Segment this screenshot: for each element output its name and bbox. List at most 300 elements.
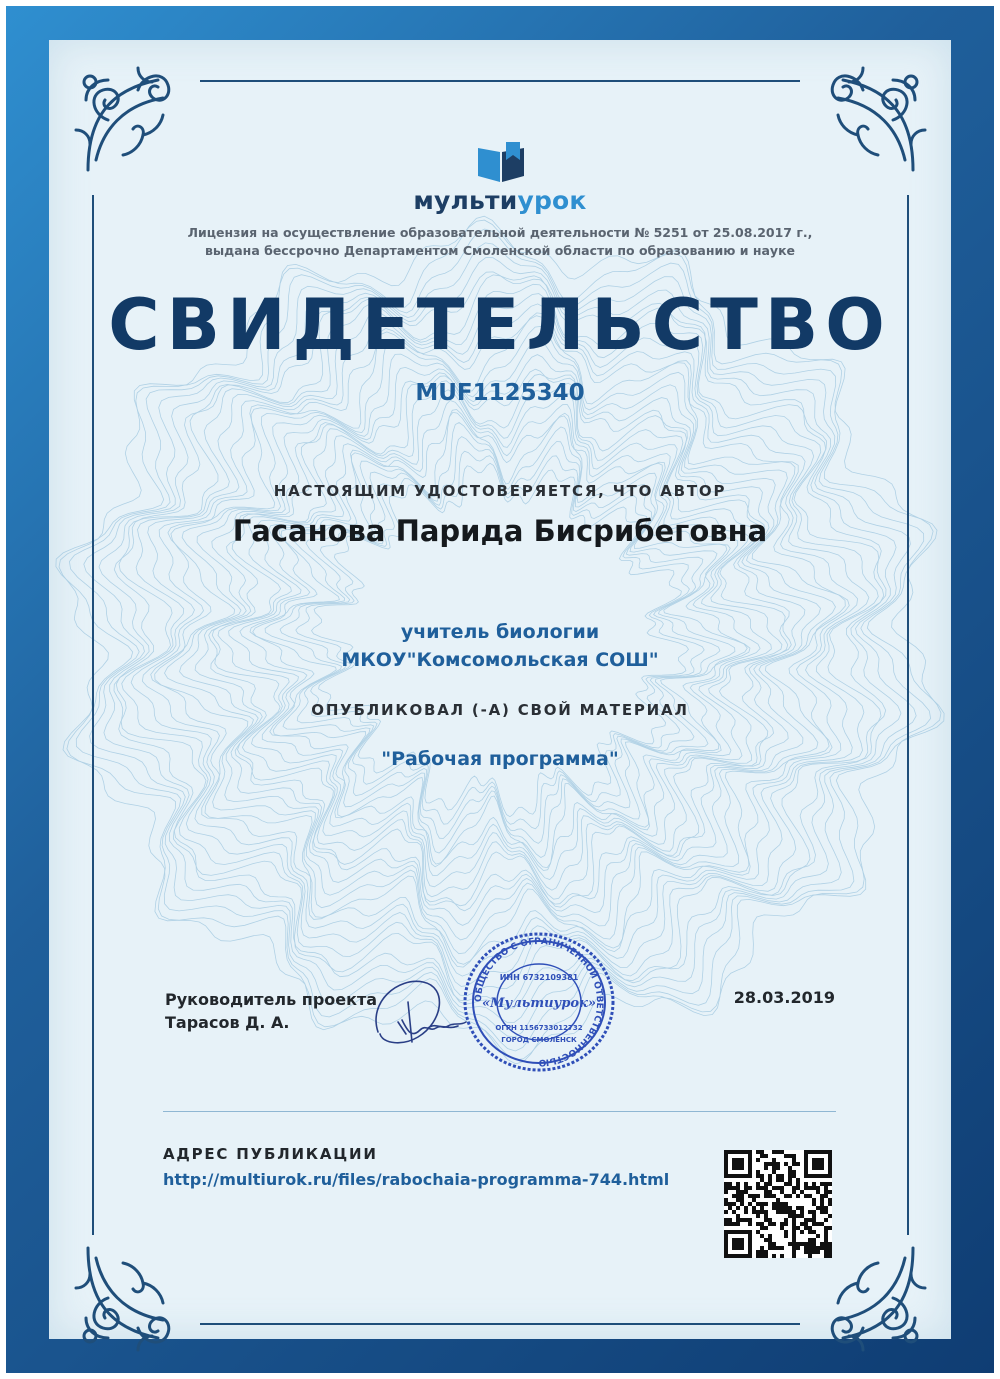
frame-line-left: [92, 195, 94, 1235]
qr-module: [776, 1198, 780, 1202]
qr-module: [780, 1254, 784, 1258]
qr-module: [792, 1230, 796, 1234]
qr-module: [792, 1154, 796, 1158]
qr-module: [816, 1206, 820, 1210]
qr-module: [812, 1218, 816, 1222]
qr-module: [824, 1246, 828, 1250]
qr-module: [828, 1190, 832, 1194]
qr-module: [808, 1238, 812, 1242]
qr-module: [808, 1194, 812, 1198]
qr-module: [752, 1210, 756, 1214]
qr-module: [756, 1150, 760, 1154]
qr-module: [760, 1154, 764, 1158]
qr-module: [788, 1210, 792, 1214]
qr-module: [756, 1254, 760, 1258]
qr-module: [784, 1218, 788, 1222]
qr-module: [764, 1154, 768, 1158]
qr-module: [764, 1254, 768, 1258]
qr-module: [784, 1206, 788, 1210]
qr-module: [736, 1186, 740, 1190]
qr-module: [796, 1162, 800, 1166]
qr-module: [732, 1210, 736, 1214]
qr-module: [768, 1246, 772, 1250]
qr-module: [724, 1198, 728, 1202]
stamp-ogrn: ОГРН 1156733012732: [495, 1024, 583, 1032]
qr-module: [812, 1202, 816, 1206]
stamp-inn: ИНН 6732109381: [499, 973, 579, 982]
qr-module: [788, 1174, 792, 1178]
qr-module: [784, 1194, 788, 1198]
qr-code-icon: [724, 1150, 832, 1258]
qr-module: [756, 1170, 760, 1174]
qr-module: [772, 1222, 776, 1226]
qr-module: [796, 1206, 800, 1210]
qr-module: [820, 1198, 824, 1202]
qr-module: [724, 1150, 752, 1154]
leader-role: Руководитель проекта: [165, 990, 378, 1009]
qr-module: [772, 1162, 776, 1166]
qr-module: [768, 1234, 772, 1238]
qr-module: [740, 1194, 744, 1198]
qr-module: [768, 1162, 772, 1166]
qr-module: [792, 1250, 796, 1254]
qr-module: [796, 1242, 800, 1246]
qr-module: [792, 1170, 796, 1174]
qr-module: [780, 1190, 784, 1194]
qr-module: [824, 1230, 828, 1234]
qr-module: [732, 1222, 736, 1226]
qr-module: [808, 1246, 812, 1250]
qr-module: [812, 1210, 816, 1214]
qr-module: [780, 1174, 784, 1178]
qr-module: [828, 1202, 832, 1206]
qr-module: [820, 1210, 824, 1214]
qr-module: [768, 1182, 772, 1186]
qr-module: [748, 1202, 752, 1206]
qr-module: [804, 1246, 808, 1250]
qr-module: [752, 1198, 756, 1202]
qr-module: [812, 1246, 816, 1250]
qr-module: [736, 1218, 740, 1222]
certificate-title: СВИДЕТЕЛЬСТВО: [108, 284, 892, 366]
qr-module: [764, 1210, 768, 1214]
qr-module: [768, 1218, 772, 1222]
qr-module: [728, 1202, 732, 1206]
qr-module: [788, 1242, 792, 1246]
qr-module: [796, 1194, 800, 1198]
qr-module: [796, 1226, 800, 1230]
qr-module: [724, 1150, 728, 1178]
qr-module: [808, 1242, 812, 1246]
qr-module: [812, 1214, 816, 1218]
qr-module: [748, 1194, 752, 1198]
qr-module: [780, 1226, 784, 1230]
qr-module: [760, 1202, 764, 1206]
qr-module: [760, 1246, 764, 1250]
author-name: Гасанова Парида Бисрибеговна: [232, 514, 768, 548]
qr-module: [744, 1218, 748, 1222]
qr-module: [816, 1234, 820, 1238]
brand-name-part1: мульти: [413, 186, 518, 215]
qr-module: [816, 1222, 820, 1226]
qr-module: [776, 1174, 780, 1178]
qr-module: [768, 1194, 772, 1198]
qr-module: [776, 1150, 780, 1154]
qr-module: [760, 1150, 764, 1154]
license-line-2: выдана бессрочно Департаментом Смоленской области по образованию и науке: [204, 243, 796, 258]
qr-module: [776, 1206, 780, 1210]
qr-module: [784, 1210, 788, 1214]
qr-module: [736, 1194, 740, 1198]
qr-module: [736, 1222, 740, 1226]
qr-module: [756, 1214, 760, 1218]
qr-module: [756, 1250, 760, 1254]
qr-module: [752, 1194, 756, 1198]
qr-module: [816, 1250, 820, 1254]
qr-module: [792, 1222, 796, 1226]
stamp-city: ГОРОД СМОЛЕНСК: [501, 1036, 577, 1044]
qr-module: [812, 1250, 816, 1254]
qr-module: [788, 1166, 792, 1170]
qr-module: [804, 1182, 808, 1186]
qr-module: [764, 1186, 768, 1190]
publication-url[interactable]: http://multiurok.ru/files/rabochaia-programma-744.html: [163, 1170, 670, 1189]
frame-line-bottom: [200, 1323, 800, 1325]
qr-module: [724, 1218, 728, 1222]
section-divider: [163, 1111, 836, 1112]
qr-module: [776, 1166, 780, 1170]
qr-module: [792, 1186, 796, 1190]
qr-module: [768, 1178, 772, 1182]
qr-module: [824, 1218, 828, 1222]
qr-module: [804, 1250, 808, 1254]
qr-module: [800, 1242, 804, 1246]
qr-module: [756, 1186, 760, 1190]
qr-module: [756, 1158, 760, 1162]
qr-module: [816, 1246, 820, 1250]
qr-module: [760, 1178, 764, 1182]
ornament-icon: [803, 60, 933, 190]
qr-module: [776, 1202, 780, 1206]
qr-module: [788, 1206, 792, 1210]
qr-module: [820, 1246, 824, 1250]
qr-module: [800, 1222, 804, 1226]
qr-module: [828, 1150, 832, 1178]
qr-module: [824, 1234, 828, 1238]
qr-module: [828, 1242, 832, 1246]
qr-module: [828, 1226, 832, 1230]
qr-module: [792, 1210, 796, 1214]
qr-module: [724, 1210, 728, 1214]
qr-module: [792, 1214, 796, 1218]
qr-module: [764, 1250, 768, 1254]
qr-module: [824, 1206, 828, 1210]
material-title: "Рабочая программа": [381, 748, 619, 770]
qr-module: [756, 1194, 760, 1198]
qr-module: [792, 1242, 796, 1246]
stamp-center-text: «Мультиурок»: [481, 996, 597, 1011]
qr-module: [780, 1222, 784, 1226]
qr-module: [760, 1186, 764, 1190]
qr-module: [776, 1210, 780, 1214]
license-line-1: Лицензия на осуществление образовательной деятельности № 5251 от 25.08.2017 г.,: [187, 225, 813, 240]
qr-module: [804, 1222, 808, 1226]
qr-module: [744, 1186, 748, 1190]
qr-module: [776, 1186, 780, 1190]
author-position: учитель биологии: [400, 621, 600, 643]
license-text: [160, 224, 840, 260]
qr-module: [760, 1234, 764, 1238]
qr-module: [788, 1182, 792, 1186]
qr-module: [724, 1190, 728, 1194]
qr-module: [776, 1178, 780, 1182]
qr-module: [828, 1254, 832, 1258]
qr-module: [756, 1182, 760, 1186]
qr-module: [764, 1202, 768, 1206]
qr-module: [780, 1186, 784, 1190]
qr-module: [784, 1202, 788, 1206]
qr-module: [744, 1190, 748, 1194]
stamp-org-text: ОБЩЕСТВО С ОГРАНИЧЕННОЙ ОТВЕТСТВЕННОСТЬЮ: [473, 936, 605, 1068]
qr-module: [788, 1194, 792, 1198]
qr-module: [724, 1182, 728, 1186]
qr-module: [820, 1182, 824, 1186]
brand-name-part2: урок: [517, 186, 587, 215]
qr-module: [812, 1242, 816, 1246]
qr-module: [804, 1186, 808, 1190]
qr-module: [820, 1202, 824, 1206]
qr-module: [804, 1226, 808, 1230]
qr-module: [804, 1174, 832, 1178]
qr-module: [828, 1246, 832, 1250]
qr-module: [740, 1202, 744, 1206]
qr-module: [828, 1182, 832, 1186]
qr-module: [792, 1238, 796, 1242]
qr-module: [784, 1162, 788, 1166]
qr-module: [724, 1186, 728, 1190]
qr-module: [804, 1194, 808, 1198]
qr-module: [828, 1214, 832, 1218]
frame-line-right: [907, 195, 909, 1235]
qr-module: [808, 1254, 812, 1258]
qr-module: [748, 1150, 752, 1178]
qr-module: [760, 1174, 764, 1178]
certify-caption: НАСТОЯЩИМ УДОСТОВЕРЯЕТСЯ, ЧТО АВТОР: [273, 482, 727, 500]
qr-module: [772, 1202, 776, 1206]
qr-module: [736, 1182, 740, 1186]
qr-module: [776, 1162, 780, 1166]
qr-module: [812, 1230, 816, 1234]
qr-module: [764, 1194, 768, 1198]
qr-module: [736, 1214, 740, 1218]
qr-module: [772, 1166, 776, 1170]
publication-label: АДРЕС ПУБЛИКАЦИИ: [163, 1145, 378, 1163]
qr-module: [784, 1234, 788, 1238]
qr-module: [780, 1150, 784, 1154]
qr-module: [724, 1254, 752, 1258]
qr-module: [824, 1210, 828, 1214]
qr-module: [816, 1186, 820, 1190]
qr-module: [760, 1206, 764, 1210]
qr-module: [772, 1170, 776, 1174]
qr-module: [812, 1186, 816, 1190]
leader-name: Тарасов Д. А.: [165, 1013, 290, 1032]
qr-module: [792, 1162, 796, 1166]
qr-module: [756, 1174, 760, 1178]
qr-module: [800, 1230, 804, 1234]
published-caption: ОПУБЛИКОВАЛ (-А) СВОЙ МАТЕРИАЛ: [311, 701, 689, 719]
qr-module: [732, 1238, 744, 1250]
qr-module: [764, 1226, 768, 1230]
qr-module: [820, 1222, 824, 1226]
frame-line-top: [200, 80, 800, 82]
qr-module: [752, 1206, 756, 1210]
qr-module: [800, 1214, 804, 1218]
qr-module: [724, 1202, 728, 1206]
qr-module: [812, 1222, 816, 1226]
ornament-icon: [68, 1228, 198, 1358]
qr-module: [740, 1190, 744, 1194]
qr-module: [760, 1250, 764, 1254]
qr-module: [800, 1206, 804, 1210]
qr-module: [824, 1254, 828, 1258]
qr-module: [772, 1194, 776, 1198]
qr-module: [728, 1206, 732, 1210]
qr-module: [792, 1158, 796, 1162]
qr-module: [812, 1182, 816, 1186]
qr-module: [776, 1246, 780, 1250]
qr-module: [744, 1210, 748, 1214]
qr-module: [796, 1178, 800, 1182]
qr-module: [764, 1190, 768, 1194]
qr-module: [824, 1238, 828, 1242]
qr-module: [744, 1182, 748, 1186]
qr-module: [792, 1254, 796, 1258]
qr-module: [808, 1250, 812, 1254]
qr-module: [732, 1186, 736, 1190]
qr-module: [812, 1158, 824, 1170]
qr-module: [772, 1186, 776, 1190]
qr-module: [800, 1210, 804, 1214]
qr-module: [820, 1194, 824, 1198]
qr-module: [756, 1202, 760, 1206]
qr-module: [808, 1210, 812, 1214]
qr-module: [768, 1238, 772, 1242]
qr-module: [772, 1206, 776, 1210]
qr-module: [764, 1238, 768, 1242]
qr-module: [764, 1166, 768, 1170]
qr-module: [800, 1190, 804, 1194]
qr-module: [772, 1246, 776, 1250]
qr-module: [796, 1246, 800, 1250]
qr-module: [784, 1222, 788, 1226]
qr-module: [780, 1206, 784, 1210]
qr-module: [824, 1190, 828, 1194]
qr-module: [780, 1202, 784, 1206]
qr-module: [772, 1150, 776, 1154]
qr-module: [812, 1198, 816, 1202]
qr-module: [812, 1238, 816, 1242]
brand-logo-text: [300, 186, 700, 215]
qr-module: [804, 1242, 808, 1246]
qr-module: [796, 1186, 800, 1190]
qr-module: [736, 1206, 740, 1210]
qr-module: [732, 1158, 744, 1170]
qr-module: [768, 1190, 772, 1194]
qr-module: [792, 1218, 796, 1222]
qr-module: [808, 1218, 812, 1222]
qr-module: [740, 1218, 744, 1222]
qr-module: [824, 1250, 828, 1254]
qr-module: [736, 1198, 740, 1202]
qr-module: [816, 1190, 820, 1194]
qr-module: [760, 1254, 764, 1258]
qr-module: [808, 1226, 812, 1230]
qr-module: [824, 1194, 828, 1198]
qr-module: [780, 1246, 784, 1250]
qr-module: [748, 1186, 752, 1190]
qr-module: [788, 1170, 792, 1174]
qr-module: [768, 1222, 772, 1226]
qr-module: [772, 1242, 776, 1246]
qr-module: [820, 1242, 824, 1246]
qr-module: [784, 1230, 788, 1234]
qr-module: [760, 1210, 764, 1214]
qr-module: [740, 1198, 744, 1202]
qr-module: [744, 1206, 748, 1210]
qr-module: [788, 1178, 792, 1182]
qr-module: [724, 1230, 752, 1234]
qr-module: [728, 1186, 732, 1190]
issue-date: 28.03.2019: [733, 988, 835, 1007]
certificate-number: MUF1125340: [415, 380, 585, 406]
qr-module: [764, 1162, 768, 1166]
qr-module: [756, 1210, 760, 1214]
qr-module: [768, 1174, 772, 1178]
qr-module: [748, 1222, 752, 1226]
qr-module: [772, 1254, 776, 1258]
qr-module: [828, 1198, 832, 1202]
qr-module: [824, 1182, 828, 1186]
qr-module: [732, 1202, 736, 1206]
qr-module: [756, 1222, 760, 1226]
qr-module: [792, 1226, 796, 1230]
qr-module: [780, 1178, 784, 1182]
ornament-icon: [68, 60, 198, 190]
qr-module: [764, 1182, 768, 1186]
qr-module: [804, 1150, 832, 1154]
qr-module: [772, 1158, 776, 1162]
qr-module: [804, 1150, 808, 1178]
qr-module: [808, 1186, 812, 1190]
qr-module: [784, 1182, 788, 1186]
qr-module: [796, 1182, 800, 1186]
qr-module: [796, 1214, 800, 1218]
qr-module: [828, 1250, 832, 1254]
qr-module: [764, 1218, 768, 1222]
qr-module: [824, 1226, 828, 1230]
author-organization: МКОУ"Комсомольская СОШ": [341, 649, 659, 671]
qr-module: [748, 1230, 752, 1258]
qr-module: [764, 1214, 768, 1218]
qr-module: [724, 1174, 752, 1178]
qr-module: [792, 1234, 796, 1238]
qr-module: [724, 1230, 728, 1258]
qr-module: [780, 1210, 784, 1214]
qr-module: [760, 1226, 764, 1230]
qr-module: [792, 1174, 796, 1178]
qr-module: [792, 1246, 796, 1250]
